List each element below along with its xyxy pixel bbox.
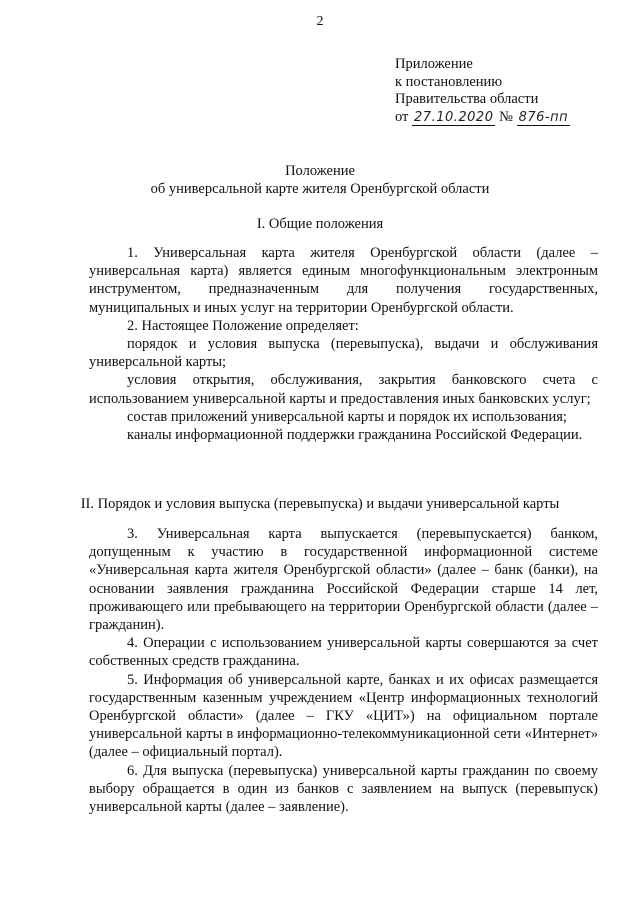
- section-2-heading: II. Порядок и условия выпуска (перевыпуска) и выдачи универсальной карты: [80, 496, 560, 512]
- paragraph: 3. Универсальная карта выпускается (перевыпускается) банком, допущенным к участию в государственной информационной системе «Универсальная карта жителя Оренбургской области» (далее – банк (банки), на основании заявления гражданина Российской Федерации старше 14 лет, проживающего или пребывающего на территории Оренбургской области (далее – гражданин).: [89, 526, 598, 634]
- paragraph: состав приложений универсальной карты и порядок их использования;: [127, 408, 567, 425]
- page-number: 2: [316, 14, 324, 29]
- appendix-line-3: Правительства области: [395, 91, 539, 107]
- paragraph: 2. Настоящее Положение определяет:: [127, 317, 359, 334]
- appendix-line-1: Приложение: [395, 56, 473, 72]
- section-2-body: [89, 525, 598, 816]
- title-line-1: Положение: [285, 163, 355, 179]
- handwritten-date: 27.10.2020: [414, 109, 494, 125]
- paragraph: порядок и условия выпуска (перевыпуска), выдачи и обслуживания универсальной карты;: [89, 336, 598, 371]
- paragraph: 5. Информация об универсальной карте, банках и их офисах размещается государственным казенным учреждением «Центр информационных технологий Оренбургской области» (далее – ГКУ «ЦИТ») на официальном портале универсальной карты в информационно-телекоммуникационной сети «Интернет» (далее – официальный портал).: [89, 671, 598, 761]
- appendix-line-2: к постановлению: [395, 73, 503, 90]
- section-1-body: [89, 244, 598, 444]
- appendix-date-line: [395, 109, 570, 127]
- date-prefix: от: [395, 108, 409, 125]
- paragraph: 6. Для выпуска (перевыпуска) универсальной карты гражданин по своему выбору обращается в один из банков с заявлением на выпуск (перевыпуск) универсальной карты (далее – заявление).: [89, 762, 598, 816]
- appendix-header: [395, 56, 570, 126]
- paragraph: 1. Универсальная карта жителя Оренбургской области (далее – универсальная карта) является единым многофункциональным электронным инструментом, предназначенным для получения государственных, муниципальных и иных услуг на территории Оренбургской области.: [89, 245, 598, 316]
- paragraph: 4. Операции с использованием универсальной карты совершаются за счет собственных средств гражданина.: [89, 635, 598, 670]
- document-title: [0, 162, 640, 198]
- handwritten-number: 876-пп: [518, 109, 569, 125]
- paragraph: условия открытия, обслуживания, закрытия банковского счета с использованием универсальной карты и предоставления иных банковских услуг;: [89, 372, 598, 407]
- section-1-heading: I. Общие положения: [256, 216, 384, 232]
- number-prefix: №: [499, 108, 513, 125]
- title-line-2: об универсальной карте жителя Оренбургской области: [150, 181, 490, 197]
- paragraph: каналы информационной поддержки гражданина Российской Федерации.: [127, 427, 583, 444]
